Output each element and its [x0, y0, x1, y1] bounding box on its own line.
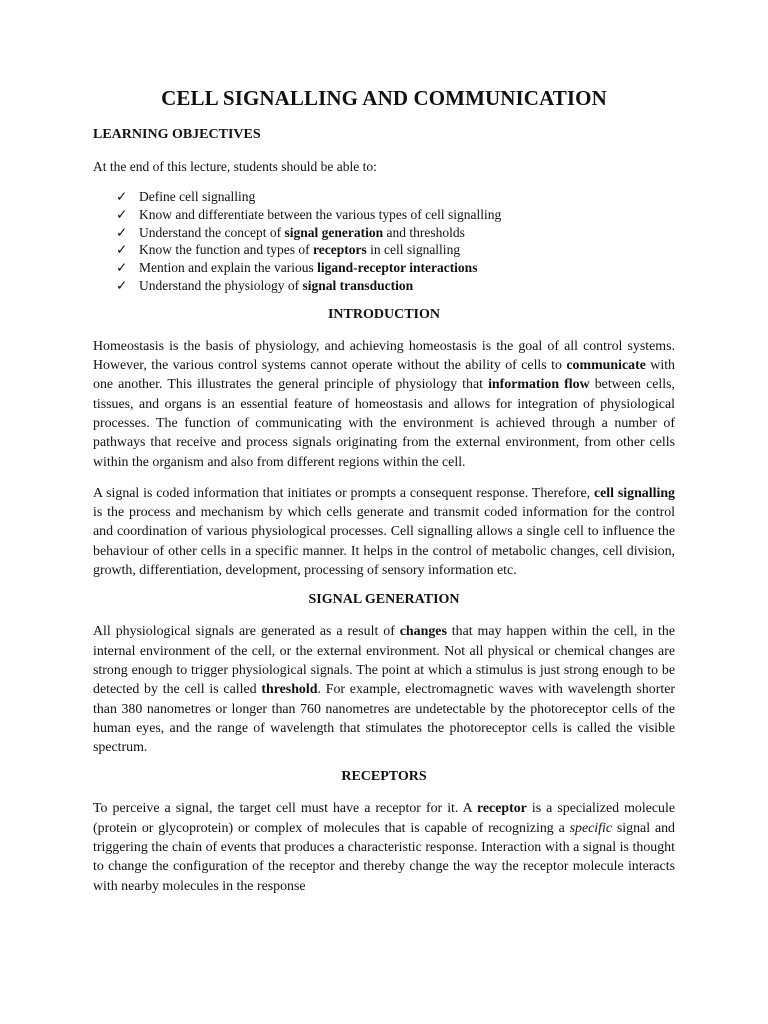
checkmark-icon: ✓	[116, 189, 128, 204]
checkmark-icon: ✓	[116, 242, 128, 258]
list-item: ✓ Know and differentiate between the various types of cell signalling	[116, 206, 502, 222]
introduction-paragraph-2: A signal is coded information that initiates or prompts a consequent response. Therefore, cell signalling is the process and mechanism by which cells generate and transmit coded information for the control and coordination of various physiological processes. Cell signalling allows a single cell to influence the behaviour of other cells in a specific manner. It helps in the control of metabolic changes, cell division, growth, differentiation, development, processing of sensory information etc.	[93, 485, 675, 579]
list-item: ✓ Understand the concept of signal generation and thresholds	[116, 224, 465, 240]
receptors-paragraph: To perceive a signal, the target cell must have a receptor for it. A receptor is a specialized molecule (protein or glycoprotein) or complex of molecules that is capable of recognizing a specific signal and triggering the chain of events that produces a characteristic response. Interaction with a signal is thought to change the configuration of the receptor and thereby change the way the receptor molecule interacts with nearby molecules in the response	[93, 801, 675, 894]
receptors-heading: RECEPTORS	[341, 769, 427, 785]
checkmark-icon: ✓	[116, 277, 128, 293]
list-item: ✓ Understand the physiology of signal transduction	[116, 277, 414, 293]
signal-generation-heading: SIGNAL GENERATION	[308, 592, 460, 608]
checkmark-icon: ✓	[116, 260, 128, 276]
list-item: ✓ Mention and explain the various ligand-receptor interactions	[116, 260, 478, 276]
introduction-paragraph-1: Homeostasis is the basis of physiology, and achieving homeostasis is the goal of all control systems. However, the various control systems cannot operate without the ability of cells to communicate with one another. This illustrates the general principle of physiology that information flow between cells, tissues, and organs is an essential feature of homeostasis and allows for integration of physiological processes. The function of communicating with the environment is achieved through a number of pathways that receive and process signals originating from the external environment, from other cells within the organism and also from different regions within the cell.	[93, 338, 675, 470]
objectives-list	[93, 188, 675, 295]
list-item: ✓ Define cell signalling	[116, 189, 256, 204]
list-item: ✓ Know the function and types of receptors in cell signalling	[116, 242, 461, 258]
introduction-heading: INTRODUCTION	[327, 306, 440, 322]
page-title: CELL SIGNALLING AND COMMUNICATION	[161, 86, 607, 110]
objectives-lead-text: At the end of this lecture, students should be able to:	[93, 159, 377, 174]
signal-generation-paragraph: All physiological signals are generated as a result of changes that may happen within the cell, in the internal environment of the cell, or the external environment. Not all physical or chemical changes are strong enough to trigger physiological signals. The point at which a stimulus is just strong enough to be detected by the cell is called threshold. For example, electromagnetic waves with wavelength shorter than 380 nanometres or longer than 760 nanometres are undetectable by the photoreceptor cells of the human eyes, and the range of wavelength that stimulates the photoreceptor cells is called the visible spectrum.	[93, 624, 675, 756]
learning-objectives-heading: LEARNING OBJECTIVES	[93, 127, 261, 142]
checkmark-icon: ✓	[116, 206, 128, 222]
checkmark-icon: ✓	[116, 224, 128, 240]
